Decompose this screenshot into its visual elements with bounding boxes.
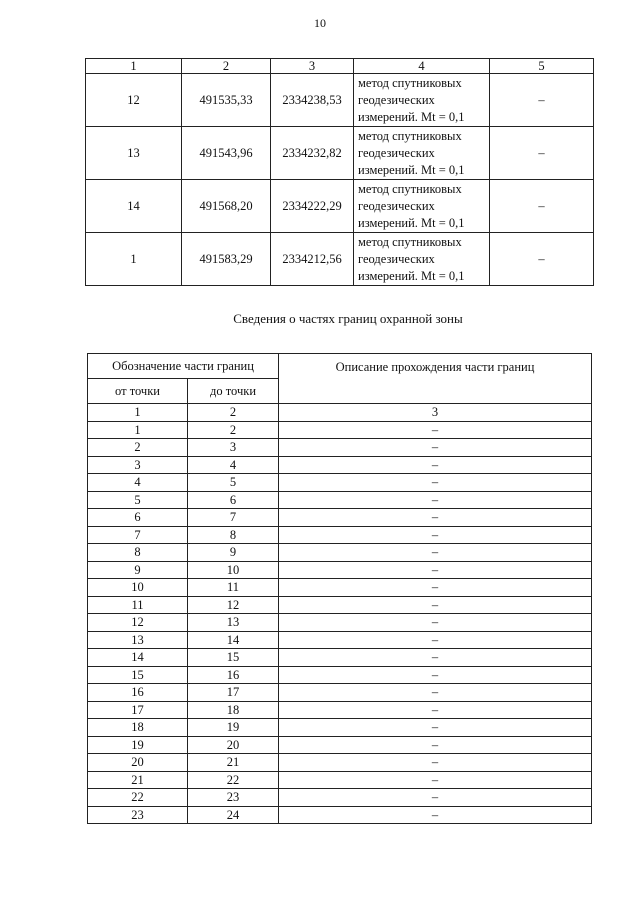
from-point-cell: 16 (88, 684, 188, 702)
coordinate-x: 491583,29 (182, 233, 271, 286)
description-cell: – (279, 806, 592, 824)
from-point-cell: 11 (88, 596, 188, 614)
table-row (88, 456, 592, 474)
section-title: Сведения о частях границ охранной зоны (233, 311, 463, 326)
from-point-cell: 22 (88, 789, 188, 807)
description-cell: – (279, 561, 592, 579)
to-point-cell: 15 (188, 649, 279, 667)
table-row (88, 596, 592, 614)
method-line: геодезических (358, 145, 435, 160)
table-row (88, 526, 592, 544)
from-point-cell: 6 (88, 509, 188, 527)
from-point-cell: 4 (88, 474, 188, 492)
parts-header-row (88, 354, 592, 379)
table-row (88, 614, 592, 632)
point-number: 12 (86, 74, 182, 127)
column-number: 1 (86, 59, 182, 74)
from-point-cell: 9 (88, 561, 188, 579)
from-point-header: от точки (88, 379, 188, 404)
method-line: геодезических (358, 198, 435, 213)
description-cell: – (279, 736, 592, 754)
to-point-cell: 5 (188, 474, 279, 492)
table-row (88, 666, 592, 684)
table-row (88, 509, 592, 527)
table-row (88, 439, 592, 457)
to-point-cell: 12 (188, 596, 279, 614)
to-point-cell: 10 (188, 561, 279, 579)
note-cell: – (490, 127, 594, 180)
column-number: 3 (271, 59, 354, 74)
column-number: 3 (279, 404, 592, 422)
from-point-cell: 5 (88, 491, 188, 509)
method-line: метод спутниковых (358, 181, 462, 196)
table-row (88, 789, 592, 807)
description-cell: – (279, 456, 592, 474)
column-number: 1 (88, 404, 188, 422)
page-number: 10 (314, 16, 326, 30)
from-point-cell: 15 (88, 666, 188, 684)
measurement-method (354, 127, 490, 180)
to-point-cell: 20 (188, 736, 279, 754)
to-point-header: до точки (188, 379, 279, 404)
note-cell: – (490, 74, 594, 127)
method-line: геодезических (358, 251, 435, 266)
table-row (88, 649, 592, 667)
from-point-cell: 3 (88, 456, 188, 474)
column-number-row (88, 404, 592, 422)
from-point-cell: 10 (88, 579, 188, 597)
from-point-cell: 20 (88, 754, 188, 772)
to-point-cell: 18 (188, 701, 279, 719)
from-point-cell: 18 (88, 719, 188, 737)
description-cell: – (279, 719, 592, 737)
coordinate-y: 2334212,56 (271, 233, 354, 286)
from-point-cell: 7 (88, 526, 188, 544)
point-number: 14 (86, 180, 182, 233)
table-row (88, 701, 592, 719)
description-cell: – (279, 614, 592, 632)
description-cell: – (279, 596, 592, 614)
designation-header: Обозначение части границ (88, 354, 279, 379)
to-point-cell: 2 (188, 421, 279, 439)
to-point-cell: 19 (188, 719, 279, 737)
coordinate-y: 2334238,53 (271, 74, 354, 127)
table-row (88, 631, 592, 649)
description-cell: – (279, 771, 592, 789)
table-row (88, 806, 592, 824)
from-point-cell: 2 (88, 439, 188, 457)
coordinate-x: 491543,96 (182, 127, 271, 180)
to-point-cell: 22 (188, 771, 279, 789)
to-point-cell: 3 (188, 439, 279, 457)
from-point-cell: 13 (88, 631, 188, 649)
description-cell: – (279, 579, 592, 597)
description-cell: – (279, 439, 592, 457)
from-point-cell: 21 (88, 771, 188, 789)
description-cell: – (279, 666, 592, 684)
method-line: метод спутниковых (358, 128, 462, 143)
measurement-method (354, 74, 490, 127)
from-point-cell: 8 (88, 544, 188, 562)
column-number: 4 (354, 59, 490, 74)
from-point-cell: 1 (88, 421, 188, 439)
to-point-cell: 11 (188, 579, 279, 597)
coordinate-y: 2334232,82 (271, 127, 354, 180)
table-row (88, 579, 592, 597)
from-point-cell: 12 (88, 614, 188, 632)
description-cell: – (279, 491, 592, 509)
to-point-cell: 13 (188, 614, 279, 632)
description-cell: – (279, 474, 592, 492)
description-cell: – (279, 789, 592, 807)
method-line: измерений. Mt = 0,1 (358, 162, 465, 177)
method-line: метод спутниковых (358, 234, 462, 249)
from-point-cell: 17 (88, 701, 188, 719)
table-row (88, 561, 592, 579)
column-number: 2 (182, 59, 271, 74)
to-point-cell: 16 (188, 666, 279, 684)
description-cell: – (279, 421, 592, 439)
description-cell: – (279, 684, 592, 702)
coordinate-y: 2334222,29 (271, 180, 354, 233)
table-row (86, 233, 594, 286)
coordinate-x: 491535,33 (182, 74, 271, 127)
description-cell: – (279, 509, 592, 527)
table-row (88, 544, 592, 562)
note-cell: – (490, 233, 594, 286)
from-point-cell: 14 (88, 649, 188, 667)
to-point-cell: 9 (188, 544, 279, 562)
measurement-method (354, 180, 490, 233)
description-cell: – (279, 526, 592, 544)
column-number: 2 (188, 404, 279, 422)
table-row (88, 771, 592, 789)
table-row (88, 684, 592, 702)
to-point-cell: 14 (188, 631, 279, 649)
method-line: измерений. Mt = 0,1 (358, 109, 465, 124)
method-line: метод спутниковых (358, 75, 462, 90)
description-cell: – (279, 544, 592, 562)
description-cell: – (279, 701, 592, 719)
to-point-cell: 17 (188, 684, 279, 702)
coordinate-x: 491568,20 (182, 180, 271, 233)
from-point-cell: 19 (88, 736, 188, 754)
description-header: Описание прохождения части границ (279, 354, 592, 404)
table-row (88, 474, 592, 492)
table-row (88, 719, 592, 737)
description-cell: – (279, 649, 592, 667)
table-row (88, 754, 592, 772)
point-number: 13 (86, 127, 182, 180)
description-cell: – (279, 631, 592, 649)
coordinates-table (85, 58, 594, 286)
to-point-cell: 8 (188, 526, 279, 544)
to-point-cell: 23 (188, 789, 279, 807)
coordinates-header-row (86, 59, 594, 74)
table-row (88, 736, 592, 754)
to-point-cell: 24 (188, 806, 279, 824)
method-line: геодезических (358, 92, 435, 107)
from-point-cell: 23 (88, 806, 188, 824)
table-row (86, 74, 594, 127)
column-number: 5 (490, 59, 594, 74)
note-cell: – (490, 180, 594, 233)
to-point-cell: 6 (188, 491, 279, 509)
method-line: измерений. Mt = 0,1 (358, 215, 465, 230)
to-point-cell: 21 (188, 754, 279, 772)
table-row (88, 421, 592, 439)
to-point-cell: 4 (188, 456, 279, 474)
boundary-parts-table (87, 353, 592, 824)
description-cell: – (279, 754, 592, 772)
table-row (86, 180, 594, 233)
to-point-cell: 7 (188, 509, 279, 527)
table-row (86, 127, 594, 180)
table-row (88, 491, 592, 509)
measurement-method (354, 233, 490, 286)
point-number: 1 (86, 233, 182, 286)
method-line: измерений. Mt = 0,1 (358, 268, 465, 283)
